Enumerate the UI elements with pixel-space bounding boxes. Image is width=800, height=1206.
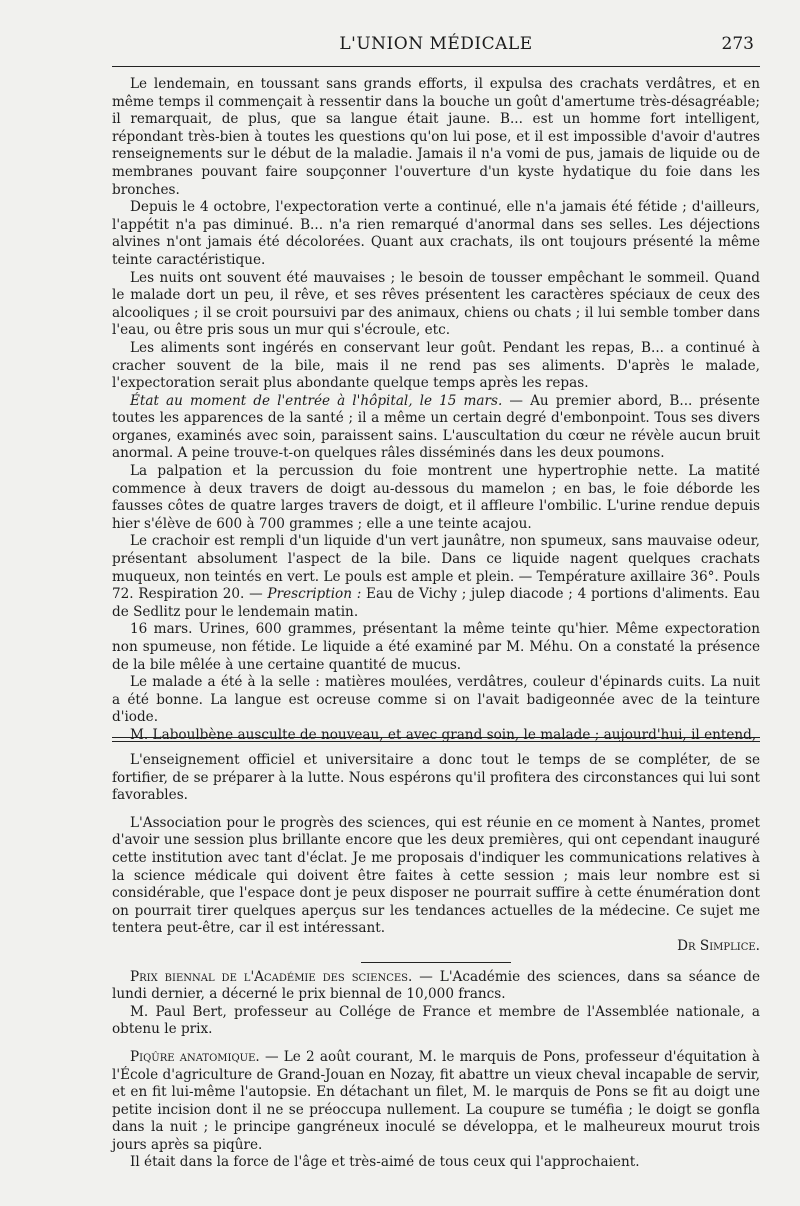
header-rule xyxy=(112,66,760,67)
paragraph: 16 mars. Urines, 600 grammes, présentant la même teinte qu'hier. Même expectoration non spumeuse, non fétide. Le liquide a été examiné par M. Méhu. On a constaté la présence de la bile mêlée à une certaine quantité de mucus. xyxy=(112,621,760,673)
paragraph: Le lendemain, en toussant sans grands efforts, il expulsa des crachats verdâtres, et en même temps il commençait à ressentir dans la bouche un goût d'amertume très-désagréable; il remarquait, de plus, que sa langue était jaune. B... est un homme fort intelligent, répondant très-bien à toutes les questions qu'on lui pose, et il est impossible d'avoir d'autres renseignements sur le début de la maladie. Jamais il n'a vomi de pus, jamais de liquide ou de membranes pouvant faire soupçonner l'ouverture d'un kyste hydatique du foie dans les bronches. xyxy=(112,76,760,198)
etat-paragraph xyxy=(112,393,760,463)
page-number: 273 xyxy=(721,34,754,54)
signature: Dr Simplice. xyxy=(677,937,760,954)
paragraph: Les nuits ont souvent été mauvaises ; le besoin de tousser empêchant le sommeil. Quand le malade dort un peu, il rêve, et ses rêves présentent les caractères spéciaux de ceux des alcooliques ; il se croit poursuivi par des animaux, chiens ou chats ; il lui semble tomber dans l'eau, ou être pris sous un mur qui s'écroule, etc. xyxy=(112,269,760,339)
section-divider-top xyxy=(112,737,760,738)
paragraph: La palpation et la percussion du foie montrent une hypertrophie nette. La matité commence à deux travers de doigt au-dessous du mamelon ; en bas, le foie déborde les fausses côtes de quatre larges travers de doigt, et il affleure l'ombilic. L'urine rendue depuis hier s'élève de 600 à 700 grammes ; elle a une teinte acajou. xyxy=(112,463,760,532)
prix-paragraph xyxy=(112,969,760,1004)
etat-text: — Au premier abord, B... présente toutes les apparences de la santé ; il a même un certain degré d'embonpoint. Tous ses divers organes, examinés avec soin, paraissent sains. L'auscultation du cœur ne révèle aucun bruit anormal. A peine trouve-t-on quelques râles disséminés dans les deux poumons. xyxy=(112,392,760,462)
feuilleton xyxy=(112,752,760,1172)
piqure-paragraph xyxy=(112,1049,760,1155)
short-divider xyxy=(361,962,511,963)
paragraph: L'Association pour le progrès des sciences, qui est réunie en ce moment à Nantes, promet d'avoir une session plus brillante encore que les deux premières, qui ont cependant inauguré cette institution avec tant d'éclat. Je me proposais d'indiquer les communications relatives à la science médicale qui doivent être faites à cette session ; mais leur nombre est si considérable, que l'espace dont je peux disposer ne pourrait suffire à cette énumération dont on pourrait tirer quelques aperçus sur les tendances actuelles de la médecine. Ce sujet me tentera peut-être, car il est intéressant. xyxy=(112,814,760,937)
paragraph: M. Laboulbène ausculte de nouveau, et avec grand soin, le malade ; aujourd'hui, il entend, xyxy=(130,726,757,743)
paragraph: Depuis le 4 octobre, l'expectoration verte a continué, elle n'a jamais été fétide ; d'ailleurs, l'appétit n'a pas diminué. B... n'a rien remarqué d'anormal dans ses selles. Les déjections alvines n'ont jamais été décolorées. Quant aux crachats, ils ont toujours présenté la même teinte caractéristique. xyxy=(112,199,760,268)
paragraph: L'enseignement officiel et universitaire a donc tout le temps de se compléter, de se fortifier, de se préparer à la lutte. Nous espérons qu'il profitera des circonstances qui lui sont favorables. xyxy=(112,752,760,804)
paragraph: Les aliments sont ingérés en conservant leur goût. Pendant les repas, B... a continué à cracher souvent de la bile, mais il ne rend pas ses aliments. D'après le malade, l'expectoration serait plus abondante quelque temps après les repas. xyxy=(112,339,760,392)
case-report xyxy=(112,76,760,745)
paragraph: Il était dans la force de l'âge et très-aimé de tous ceux qui l'approchaient. xyxy=(130,1154,640,1171)
crachoir-paragraph xyxy=(112,533,760,621)
prix-heading: Prix biennal de l'Académie des sciences. xyxy=(130,968,413,985)
prescription-label: Prescription : xyxy=(267,586,362,603)
piqure-text: — Le 2 août courant, M. le marquis de Pons, professeur d'équitation à l'École d'agriculture de Grand-Jouan en Nozay, fit abattre un vieux cheval incapable de servir, et en fit lui-même l'autopsie. En détachant un filet, M. le marquis de Pons se fit au doigt une petite incision dont il ne se préoccupa nullement. La coupure se tuméfia ; le doigt se gonfla dans la nuit ; le principe gangréneux inoculé se développa, et le malheureux mourut trois jours après sa piqûre. xyxy=(112,1048,761,1153)
page-header xyxy=(112,34,760,62)
prix-text: — L'Académie des sciences, dans sa séance de lundi dernier, a décerné le prix biennal de 10,000 francs. xyxy=(112,968,761,1003)
prescription-text: Eau de Vichy ; julep diacode ; 4 portions d'aliments. Eau de Sedlitz pour le lendemain matin. xyxy=(112,586,760,620)
piqure-heading: Piqûre anatomique. xyxy=(130,1048,260,1065)
paragraph: M. Paul Bert, professeur au Collége de France et membre de l'Assemblée nationale, a obtenu le prix. xyxy=(112,1003,760,1038)
crachoir-text: Le crachoir est rempli d'un liquide d'un vert jaunâtre, non spumeux, sans mauvaise odeur, présentant absolument l'aspect de la bile. Dans ce liquide nagent quelques crachats muqueux, non teintés en vert. Le pouls est ample et plein. — Température axillaire 36°. Pouls 72. Respiration 20. — xyxy=(112,533,760,603)
paragraph: Le malade a été à la selle : matières moulées, verdâtres, couleur d'épinards cuits. La nuit a été bonne. La langue est ocreuse comme si on l'avait badigeonnée avec de la teinture d'iode. xyxy=(112,674,760,726)
section-divider-bottom xyxy=(112,741,760,742)
running-title: L'UNION MÉDICALE xyxy=(339,34,533,54)
etat-heading: État au moment de l'entrée à l'hôpital, le 15 mars. xyxy=(130,392,503,409)
